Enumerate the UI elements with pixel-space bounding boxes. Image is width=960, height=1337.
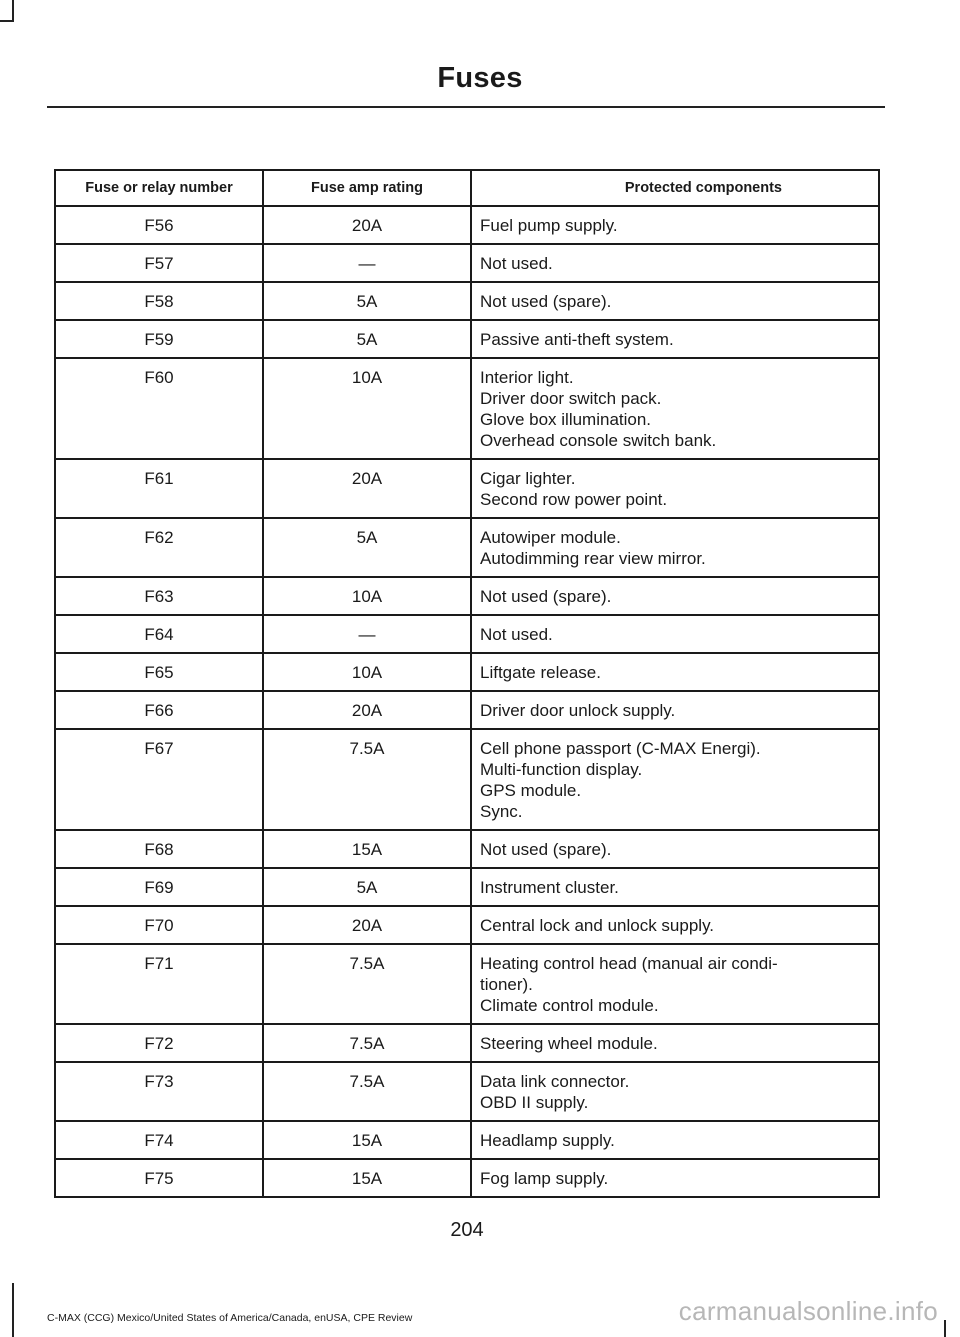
fuse-number-cell: F71 xyxy=(55,944,263,1024)
component-line: GPS module. xyxy=(480,781,582,800)
protected-components-cell xyxy=(471,653,879,691)
amp-rating-cell: 10A xyxy=(263,577,471,615)
component-line: Cigar lighter. xyxy=(480,469,576,488)
fuse-number-cell: F60 xyxy=(55,358,263,459)
component-line: Data link connector. xyxy=(480,1072,630,1091)
amp-rating-cell: 15A xyxy=(263,830,471,868)
component-line: Interior light. xyxy=(480,368,574,387)
table-row xyxy=(55,1024,879,1062)
component-line: Overhead console switch bank. xyxy=(480,431,717,450)
component-line: Driver door switch pack. xyxy=(480,389,662,408)
component-line: Sync. xyxy=(480,802,523,821)
fuse-number-cell: F69 xyxy=(55,868,263,906)
table-row xyxy=(55,459,879,518)
component-line: Fog lamp supply. xyxy=(480,1169,609,1188)
amp-rating-cell: 15A xyxy=(263,1159,471,1197)
table-row xyxy=(55,729,879,830)
protected-components-cell xyxy=(471,1062,879,1121)
protected-components-cell xyxy=(471,615,879,653)
title-divider xyxy=(47,106,885,108)
component-line: OBD II supply. xyxy=(480,1093,589,1112)
component-line: tioner). xyxy=(480,975,533,994)
protected-components-cell xyxy=(471,868,879,906)
fuse-number-cell: F56 xyxy=(55,206,263,244)
crop-mark-top-left-vertical xyxy=(12,0,14,22)
component-line: Fuel pump supply. xyxy=(480,216,618,235)
amp-rating-cell: 10A xyxy=(263,653,471,691)
protected-components-cell xyxy=(471,577,879,615)
page-number: 204 xyxy=(450,1219,484,1241)
fuse-number-cell: F75 xyxy=(55,1159,263,1197)
crop-mark-top-left-horizontal xyxy=(0,20,14,22)
protected-components-cell xyxy=(471,906,879,944)
fuse-number-cell: F58 xyxy=(55,282,263,320)
protected-components-cell xyxy=(471,944,879,1024)
amp-rating-cell: 7.5A xyxy=(263,1062,471,1121)
table-row xyxy=(55,1159,879,1197)
footer-text: C-MAX (CCG) Mexico/United States of America/Canada, enUSA, CPE Review xyxy=(47,1312,413,1324)
component-line: Instrument cluster. xyxy=(480,878,619,897)
protected-components-cell xyxy=(471,358,879,459)
protected-components-cell xyxy=(471,1024,879,1062)
component-line: Not used. xyxy=(480,625,553,644)
fuse-number-cell: F62 xyxy=(55,518,263,577)
table-row xyxy=(55,518,879,577)
column-header-fuse-number: Fuse or relay number xyxy=(55,170,263,206)
component-line: Second row power point. xyxy=(480,490,668,509)
amp-rating-cell: 5A xyxy=(263,282,471,320)
amp-rating-cell: 20A xyxy=(263,906,471,944)
component-line: Not used (spare). xyxy=(480,292,612,311)
protected-components-cell xyxy=(471,244,879,282)
fuse-table xyxy=(54,169,880,1198)
protected-components-cell xyxy=(471,459,879,518)
table-row xyxy=(55,282,879,320)
page-title: Fuses xyxy=(437,62,523,94)
fuse-number-cell: F74 xyxy=(55,1121,263,1159)
fuse-number-cell: F64 xyxy=(55,615,263,653)
crop-mark-bottom-right-vertical xyxy=(944,1320,946,1337)
protected-components-cell xyxy=(471,1159,879,1197)
amp-rating-cell: — xyxy=(263,615,471,653)
table-row xyxy=(55,1121,879,1159)
table-row xyxy=(55,868,879,906)
table-row xyxy=(55,653,879,691)
amp-rating-cell: 5A xyxy=(263,518,471,577)
amp-rating-cell: 7.5A xyxy=(263,944,471,1024)
protected-components-cell xyxy=(471,320,879,358)
fuse-number-cell: F57 xyxy=(55,244,263,282)
amp-rating-cell: 20A xyxy=(263,691,471,729)
table-row xyxy=(55,691,879,729)
component-line: Steering wheel module. xyxy=(480,1034,658,1053)
table-row xyxy=(55,830,879,868)
component-line: Cell phone passport (C-MAX Energi). xyxy=(480,739,761,758)
amp-rating-cell: 15A xyxy=(263,1121,471,1159)
protected-components-cell xyxy=(471,518,879,577)
watermark-logo: carmanualsonline.info xyxy=(678,1296,938,1326)
table-row xyxy=(55,906,879,944)
protected-components-cell xyxy=(471,206,879,244)
component-line: Autowiper module. xyxy=(480,528,621,547)
amp-rating-cell: 5A xyxy=(263,320,471,358)
fuse-number-cell: F66 xyxy=(55,691,263,729)
table-row xyxy=(55,244,879,282)
table-row xyxy=(55,615,879,653)
protected-components-cell xyxy=(471,729,879,830)
table-row xyxy=(55,358,879,459)
fuse-number-cell: F67 xyxy=(55,729,263,830)
component-line: Passive anti-theft system. xyxy=(480,330,674,349)
crop-mark-bottom-left-vertical xyxy=(12,1283,14,1337)
table-row xyxy=(55,577,879,615)
component-line: Liftgate release. xyxy=(480,663,601,682)
component-line: Not used (spare). xyxy=(480,587,612,606)
amp-rating-cell: — xyxy=(263,244,471,282)
fuse-number-cell: F72 xyxy=(55,1024,263,1062)
component-line: Central lock and unlock supply. xyxy=(480,916,715,935)
fuse-number-cell: F68 xyxy=(55,830,263,868)
component-line: Not used (spare). xyxy=(480,840,612,859)
fuse-number-cell: F61 xyxy=(55,459,263,518)
component-line: Glove box illumination. xyxy=(480,410,652,429)
amp-rating-cell: 10A xyxy=(263,358,471,459)
component-line: Climate control module. xyxy=(480,996,659,1015)
protected-components-cell xyxy=(471,1121,879,1159)
amp-rating-cell: 20A xyxy=(263,206,471,244)
protected-components-cell xyxy=(471,691,879,729)
component-line: Driver door unlock supply. xyxy=(480,701,676,720)
fuse-number-cell: F70 xyxy=(55,906,263,944)
table-header-row xyxy=(55,170,879,206)
component-line: Heating control head (manual air condi- xyxy=(480,954,778,973)
component-line: Not used. xyxy=(480,254,553,273)
protected-components-cell xyxy=(471,830,879,868)
table-row xyxy=(55,320,879,358)
column-header-amp-rating: Fuse amp rating xyxy=(263,170,471,206)
component-line: Multi-function display. xyxy=(480,760,643,779)
column-header-protected-components: Protected components xyxy=(471,170,879,206)
table-row xyxy=(55,206,879,244)
amp-rating-cell: 7.5A xyxy=(263,1024,471,1062)
amp-rating-cell: 20A xyxy=(263,459,471,518)
table-row xyxy=(55,1062,879,1121)
fuse-number-cell: F63 xyxy=(55,577,263,615)
protected-components-cell xyxy=(471,282,879,320)
fuse-number-cell: F73 xyxy=(55,1062,263,1121)
fuse-number-cell: F59 xyxy=(55,320,263,358)
component-line: Autodimming rear view mirror. xyxy=(480,549,706,568)
component-line: Headlamp supply. xyxy=(480,1131,615,1150)
amp-rating-cell: 5A xyxy=(263,868,471,906)
table-row xyxy=(55,944,879,1024)
fuse-number-cell: F65 xyxy=(55,653,263,691)
amp-rating-cell: 7.5A xyxy=(263,729,471,830)
